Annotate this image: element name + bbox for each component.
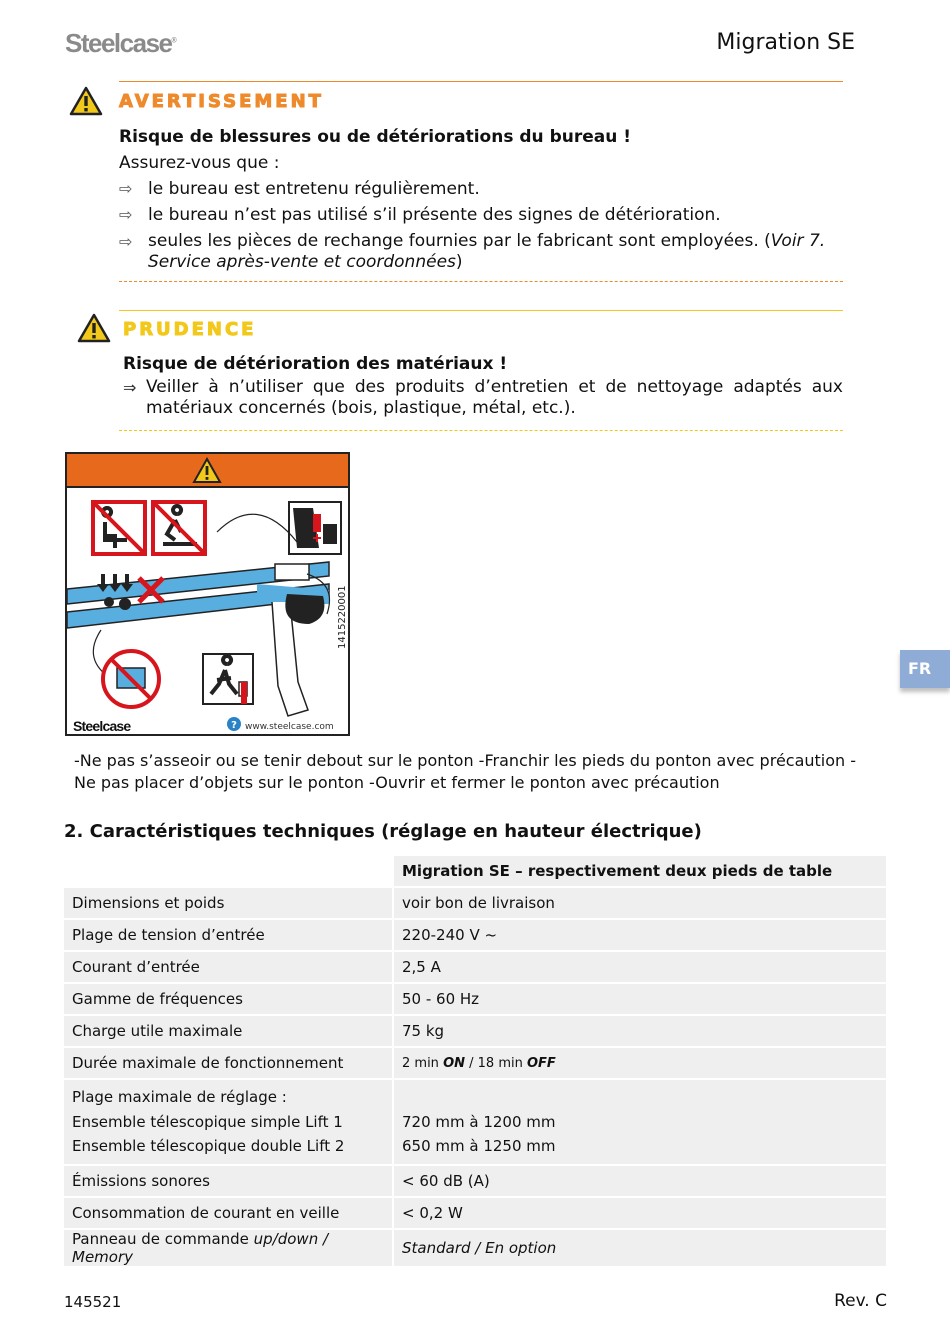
arrow-icon: ⇨	[119, 179, 133, 198]
table-row	[64, 984, 886, 1014]
table-row	[64, 1016, 886, 1046]
revision-label: Rev. C	[834, 1291, 887, 1311]
warning-heading: Risque de blessures ou de détériorations du bureau !	[119, 127, 632, 147]
spec-value: 75 kg	[394, 1016, 886, 1046]
sticker-caption: -Ne pas s’asseoir ou se tenir debout sur le ponton -Franchir les pieds du ponton avec précaution -Ne pas placer d’objets sur le ponton -Ouvrir et fermer le ponton avec précaution	[74, 751, 857, 792]
spec-label: Plage de tension d’entrée	[64, 920, 394, 950]
service-reference-link[interactable]: Voir 7. Service après-vente et coordonnées	[148, 231, 826, 272]
document-number: 145521	[64, 1293, 122, 1311]
safety-sticker	[65, 452, 350, 736]
caution-item: ⇒ Veiller à n’utiliser que des produits d’entretien et de nettoyage adaptés aux matériaux concernés (bois, plastique, métal, etc.).	[123, 377, 843, 418]
spec-label: Dimensions et poids	[64, 888, 394, 918]
warning-item: ⇨ le bureau n’est pas utilisé s’il présente des signes de détérioration.	[119, 202, 844, 228]
spec-label: Consommation de courant en veille	[64, 1198, 394, 1228]
spec-label: Courant d’entrée	[64, 952, 394, 982]
sticker-brand: Steelcase	[73, 718, 131, 734]
language-tab-fr[interactable]: FR	[900, 650, 950, 688]
spec-label: Gamme de fréquences	[64, 984, 394, 1014]
logo-text: Steelcase	[65, 28, 172, 58]
spec-table	[64, 854, 886, 1268]
spec-label: Émissions sonores	[64, 1166, 394, 1196]
warning-item: ⇨ seules les pièces de rechange fournies par le fabricant sont employées. (Voir 7. Service après-vente et coordonnées)	[119, 231, 826, 272]
table-header-cell: Migration SE – respectivement deux pieds de table	[394, 856, 886, 886]
table-row	[64, 920, 886, 950]
svg-text:?: ?	[231, 720, 237, 731]
spec-value: 220-240 V ~	[394, 920, 886, 950]
caution-heading: Risque de détérioration des matériaux !	[123, 354, 508, 374]
spec-value: 2 min ON / 18 min OFF	[394, 1048, 886, 1078]
spec-value: voir bon de livraison	[394, 888, 886, 918]
arrow-icon: ⇨	[119, 205, 133, 224]
table-row	[64, 1166, 886, 1196]
table-header-row	[64, 856, 886, 886]
table-row	[64, 1048, 886, 1078]
warning-body	[119, 122, 844, 273]
spec-value: 720 mm à 1200 mm 650 mm à 1250 mm	[394, 1080, 886, 1164]
table-row	[64, 1198, 886, 1228]
spec-label: Charge utile maximale	[64, 1016, 394, 1046]
document-title: Migration SE	[716, 30, 855, 55]
steelcase-logo: Steelcase®	[65, 28, 177, 58]
sticker-url: www.steelcase.com	[245, 722, 334, 732]
caution-body	[123, 351, 843, 419]
spec-value: Standard / En option	[394, 1230, 886, 1266]
table-row	[64, 1080, 886, 1164]
arrow-icon: ⇒	[123, 378, 137, 397]
table-row	[64, 888, 886, 918]
sticker-part-number: 1415220001	[337, 585, 348, 649]
spec-value: 2,5 A	[394, 952, 886, 982]
warning-top-rule	[119, 81, 843, 82]
spec-value: 50 - 60 Hz	[394, 984, 886, 1014]
table-row	[64, 1230, 886, 1266]
warning-intro: Assurez-vous que :	[119, 153, 280, 173]
section-heading: 2. Caractéristiques techniques (réglage en hauteur électrique)	[64, 821, 702, 842]
spec-value: < 0,2 W	[394, 1198, 886, 1228]
caution-triangle-icon	[77, 313, 111, 347]
spec-label: Panneau de commande up/down / Memory	[64, 1230, 394, 1266]
warning-item: ⇨ le bureau est entretenu régulièrement.	[119, 176, 844, 202]
warning-title: AVERTISSEMENT	[119, 91, 324, 112]
spec-value: < 60 dB (A)	[394, 1166, 886, 1196]
warning-triangle-icon	[69, 86, 103, 120]
caution-top-rule	[119, 310, 843, 311]
table-row	[64, 952, 886, 982]
caution-title: PRUDENCE	[123, 319, 257, 340]
warning-bottom-rule	[119, 281, 843, 282]
spec-label: Plage maximale de réglage : Ensemble télescopique simple Lift 1 Ensemble télescopique double Lift 2	[64, 1080, 394, 1164]
caution-bottom-rule	[119, 430, 843, 431]
arrow-icon: ⇨	[119, 232, 133, 251]
spec-label: Durée maximale de fonctionnement	[64, 1048, 394, 1078]
